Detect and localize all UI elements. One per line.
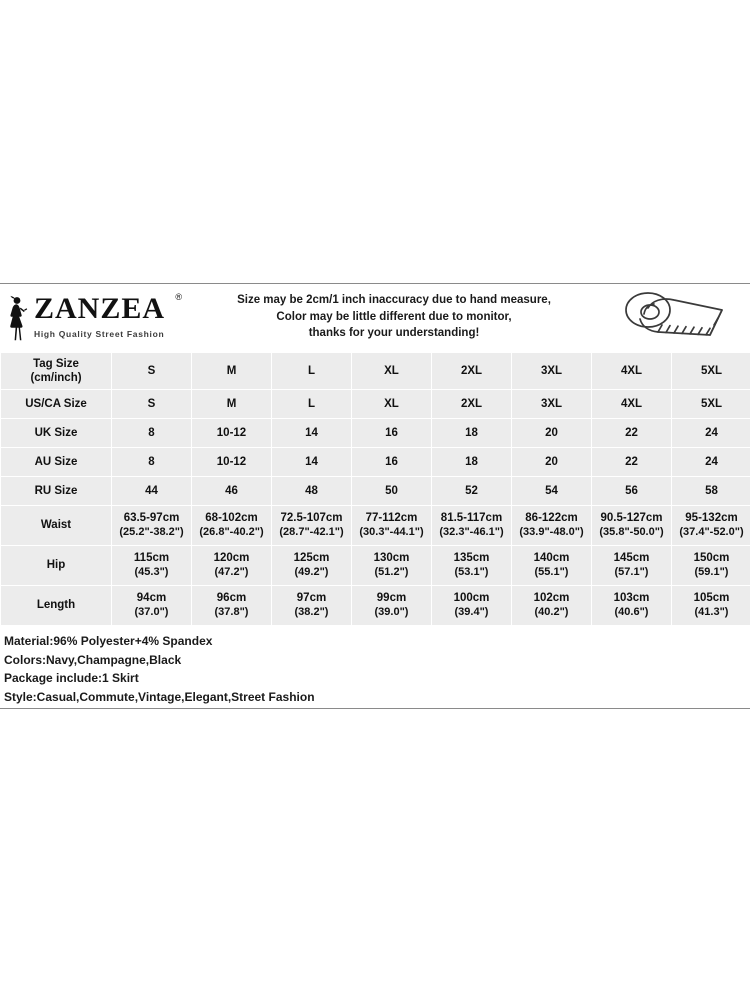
cell-waist-4xl [592, 506, 671, 545]
cell-au-l: 14 [272, 448, 351, 476]
cell-waist-l [272, 506, 351, 545]
cell-au-xl: 16 [352, 448, 431, 476]
value-cm: 72.5-107cm [280, 512, 343, 525]
value-cm: 94cm [136, 592, 167, 605]
row-header-us-ca-size: US/CA Size [1, 390, 111, 418]
cell-hip-3xl [512, 546, 591, 585]
row-header-hip: Hip [1, 546, 111, 585]
cell-hip-2xl [432, 546, 511, 585]
value-inch: (26.8"-40.2") [199, 525, 264, 538]
value-cm: 86-122cm [525, 512, 578, 525]
cell-au-m: 10-12 [192, 448, 271, 476]
cell-waist-5xl [672, 506, 750, 545]
cell-ru-l: 48 [272, 477, 351, 505]
value-inch: (53.1") [454, 565, 489, 578]
size-chart-card [0, 283, 750, 709]
cell-length-3xl [512, 586, 591, 625]
brand-tagline: High Quality Street Fashion [34, 329, 165, 339]
cell-uk-xl: 16 [352, 419, 431, 447]
value-inch: (45.3") [134, 565, 169, 578]
cell-length-l [272, 586, 351, 625]
value-cm: 130cm [373, 552, 410, 565]
table-row [1, 506, 750, 545]
table-row [1, 353, 750, 389]
woman-silhouette-icon [6, 295, 32, 341]
cell-tag-size-l: L [272, 353, 351, 389]
measurement-notice [172, 292, 616, 344]
value-cm: 97cm [296, 592, 327, 605]
cell-hip-s [112, 546, 191, 585]
cell-ru-s: 44 [112, 477, 191, 505]
value-cm: 81.5-117cm [440, 512, 503, 525]
cell-length-2xl [432, 586, 511, 625]
value-cm: 125cm [293, 552, 330, 565]
row-header-tag-size [1, 353, 111, 389]
value-cm: 63.5-97cm [123, 512, 180, 525]
cell-us-ca-l: L [272, 390, 351, 418]
cell-tag-size-4xl: 4XL [592, 353, 671, 389]
row-header-au-size: AU Size [1, 448, 111, 476]
value-cm: 68-102cm [205, 512, 258, 525]
value-cm: 135cm [453, 552, 490, 565]
table-row [1, 546, 750, 585]
value-cm: 103cm [613, 592, 650, 605]
row-header-waist: Waist [1, 506, 111, 545]
cell-hip-xl [352, 546, 431, 585]
registered-mark-icon: ® [175, 292, 182, 302]
product-details [0, 626, 750, 710]
notice-line-1: Size may be 2cm/1 inch inaccuracy due to hand measure, [237, 293, 551, 306]
cell-uk-l: 14 [272, 419, 351, 447]
value-inch: (47.2") [214, 565, 249, 578]
value-cm: 150cm [693, 552, 730, 565]
value-inch: (39.4") [454, 605, 489, 618]
cell-tag-size-2xl: 2XL [432, 353, 511, 389]
cell-ru-5xl: 58 [672, 477, 750, 505]
cell-tag-size-m: M [192, 353, 271, 389]
value-cm: 102cm [533, 592, 570, 605]
detail-material: Material:96% Polyester+4% Spandex [4, 634, 213, 648]
value-cm: 140cm [533, 552, 570, 565]
cell-ru-m: 46 [192, 477, 271, 505]
cell-tag-size-3xl: 3XL [512, 353, 591, 389]
cell-waist-m [192, 506, 271, 545]
value-inch: (41.3") [694, 605, 729, 618]
brand-logo [2, 292, 182, 342]
value-inch: (57.1") [614, 565, 649, 578]
size-chart-table [0, 352, 750, 626]
detail-style: Style:Casual,Commute,Vintage,Elegant,Street Fashion [4, 689, 315, 704]
value-cm: 120cm [213, 552, 250, 565]
brand-wordmark-wrap [34, 292, 182, 342]
notice-line-3: thanks for your understanding! [308, 327, 480, 340]
cell-tag-size-5xl: 5XL [672, 353, 750, 389]
cell-au-3xl: 20 [512, 448, 591, 476]
cell-au-s: 8 [112, 448, 191, 476]
table-row [1, 419, 750, 447]
value-cm: 77-112cm [365, 512, 418, 525]
value-inch: (51.2") [374, 565, 409, 578]
cell-us-ca-5xl: 5XL [672, 390, 750, 418]
notice-line-2: Color may be little different due to monitor, [276, 310, 512, 323]
value-inch: (25.2"-38.2") [119, 525, 184, 538]
cell-hip-l [272, 546, 351, 585]
value-cm: 99cm [376, 592, 407, 605]
cell-tag-size-xl: XL [352, 353, 431, 389]
cell-ru-3xl: 54 [512, 477, 591, 505]
cell-us-ca-2xl: 2XL [432, 390, 511, 418]
value-inch: (37.4"-52.0") [679, 525, 744, 538]
detail-package: Package include:1 Skirt [4, 671, 139, 686]
value-cm: 105cm [693, 592, 730, 605]
brand-wordmark: ZANZEA [34, 292, 166, 325]
detail-colors: Colors:Navy,Champagne,Black [4, 652, 182, 667]
value-inch: (59.1") [694, 565, 729, 578]
row-header-ru-size: RU Size [1, 477, 111, 505]
table-row [1, 586, 750, 625]
value-inch: (28.7"-42.1") [279, 525, 344, 538]
cell-tag-size-s: S [112, 353, 191, 389]
row-label-sub: (cm/inch) [30, 372, 82, 384]
value-inch: (37.0") [134, 605, 169, 618]
value-inch: (40.2") [534, 605, 569, 618]
value-inch: (33.9"-48.0") [519, 525, 584, 538]
cell-us-ca-xl: XL [352, 390, 431, 418]
cell-length-m [192, 586, 271, 625]
value-inch: (30.3"-44.1") [359, 525, 424, 538]
cell-uk-2xl: 18 [432, 419, 511, 447]
value-inch: (32.3"-46.1") [439, 525, 504, 538]
cell-waist-2xl [432, 506, 511, 545]
value-cm: 90.5-127cm [600, 512, 663, 525]
value-cm: 145cm [613, 552, 650, 565]
cell-waist-s [112, 506, 191, 545]
chart-header-band [0, 284, 750, 352]
cell-length-xl [352, 586, 431, 625]
cell-uk-m: 10-12 [192, 419, 271, 447]
cell-length-4xl [592, 586, 671, 625]
tape-illustration [616, 288, 746, 349]
value-inch: (40.6") [614, 605, 649, 618]
cell-hip-4xl [592, 546, 671, 585]
measuring-tape-icon [618, 288, 734, 349]
cell-au-4xl: 22 [592, 448, 671, 476]
value-inch: (55.1") [534, 565, 569, 578]
cell-au-2xl: 18 [432, 448, 511, 476]
value-inch: (37.8") [214, 605, 249, 618]
cell-hip-m [192, 546, 271, 585]
cell-ru-2xl: 52 [432, 477, 511, 505]
value-cm: 95-132cm [685, 512, 738, 525]
cell-length-5xl [672, 586, 750, 625]
cell-ru-xl: 50 [352, 477, 431, 505]
cell-us-ca-3xl: 3XL [512, 390, 591, 418]
table-row [1, 477, 750, 505]
cell-waist-3xl [512, 506, 591, 545]
row-label: Tag Size [33, 357, 79, 370]
cell-us-ca-s: S [112, 390, 191, 418]
value-cm: 100cm [453, 592, 490, 605]
value-inch: (39.0") [374, 605, 409, 618]
value-inch: (35.8"-50.0") [599, 525, 664, 538]
cell-au-5xl: 24 [672, 448, 750, 476]
cell-us-ca-4xl: 4XL [592, 390, 671, 418]
cell-uk-3xl: 20 [512, 419, 591, 447]
value-inch: (38.2") [294, 605, 329, 618]
row-header-length: Length [1, 586, 111, 625]
value-inch: (49.2") [294, 565, 329, 578]
value-cm: 115cm [133, 552, 170, 565]
row-header-uk-size: UK Size [1, 419, 111, 447]
cell-uk-4xl: 22 [592, 419, 671, 447]
cell-uk-5xl: 24 [672, 419, 750, 447]
table-row [1, 390, 750, 418]
cell-waist-xl [352, 506, 431, 545]
table-row [1, 448, 750, 476]
cell-ru-4xl: 56 [592, 477, 671, 505]
cell-uk-s: 8 [112, 419, 191, 447]
cell-us-ca-m: M [192, 390, 271, 418]
cell-hip-5xl [672, 546, 750, 585]
cell-length-s [112, 586, 191, 625]
value-cm: 96cm [216, 592, 247, 605]
